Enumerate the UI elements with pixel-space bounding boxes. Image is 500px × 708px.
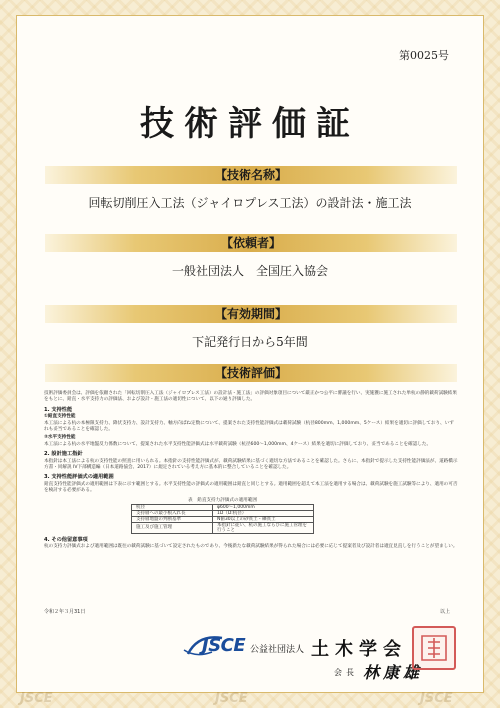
section-3-heading: 3. 支持性能評価式の適用範囲 [44, 474, 114, 481]
section-2-text: 本指針は本工法による杭の支持性能の照査に用いられる。本指針の支持性能評価式が、載荷試験結果に基づく適切な方法であることを確認した。さらに、本指針で提示した支持性能評価法が、道路橋示方書・同解説 IV下部構造編（日本道路協会、2017）に規定されている考え方に基本的に整合していることを確認した。 [44, 458, 458, 471]
section-1-heading: 1. 支持性能 [44, 406, 73, 413]
certificate-number: 第0025号 [399, 49, 449, 62]
issuer-org-name: 土木学会 [311, 639, 407, 660]
issuer-role: 会長 [334, 668, 358, 677]
official-seal-icon [412, 626, 456, 670]
issuer-president: 林康雄 [363, 663, 424, 682]
section-4-text: 杭の支持力評価式および適用範囲は既往の載荷試験に基づいて設定されたものであり、今後新たな載荷試験結果が得られた場合には必要に応じて提案者及び設計者は適宜見直しを行うことが望ましい。 [44, 544, 458, 550]
end-mark: 以上 [439, 609, 450, 615]
section-1-sub-vertical: ①鉛直支持性能 [44, 414, 76, 420]
table-row: 支持層地盤の判断基準 N値30以上の砂質土・礫質土 [132, 516, 314, 522]
table-caption: 表 鉛直支持力評価式の適用範囲 [188, 497, 257, 503]
section-1-sub-horizontal: ②水平支持性能 [44, 435, 76, 441]
table-row: 支持層への最小根入れ長 1D（D:杭径） [132, 510, 314, 516]
section-heading-validity: 【有効期間】 [45, 305, 457, 323]
section-heading-tech-name: 【技術名称】 [45, 166, 457, 184]
client-value: 一般社団法人 全国圧入協会 [171, 264, 328, 278]
issuer-org-type: 公益社団法人 [250, 645, 305, 655]
application-range-table [131, 498, 314, 534]
section-1-text-horizontal: 本工法による杭の水平地盤反力係数について、提案された水平支持性能評価式は水平載荷試験（杭径600〜1,000mm、4ケース）結果を適切に評価しており、妥当であることを確認した。 [44, 441, 432, 447]
evaluation-body [44, 391, 458, 553]
table-row: 施工及び施工管理 本指針に従い、杭の施工ならびに施工管理を行うこと [132, 522, 314, 533]
issue-date: 令和２年３月31日 [44, 609, 86, 615]
section-4-heading: 4. その他留意事項 [44, 536, 88, 543]
section-1-text-vertical: 本工法による杭の本極限支持力、降伏支持力、設計支持力、軸方向ばね定数について、提案された支持性能評価式は載荷試験（杭径800mm、1,000mm、5ケース）結果を適切に評価しており、いずれも妥当であることを確認した。 [44, 420, 454, 433]
watermark-left: JSCE [20, 691, 53, 706]
section-heading-client: 【依頼者】 [45, 234, 457, 252]
jsce-logo-text: JSCE [202, 635, 246, 656]
validity-value: 下記発行日から5年間 [192, 335, 308, 349]
certificate-sheet [16, 15, 484, 693]
table-row: 杭径 φ600〜1,000mm [132, 504, 314, 510]
evaluation-intro: 技術評価委員会は、評価を依頼された「回転切削圧入工法（ジャイロプレス工法）の設計法・施工法」の評価対象項目について厳正かつ公平に審議を行い、実施獲に施工された単杭の静的載荷試験結果をもとに、鉛直・水平支持力の評価法、および設計・施工法の適切性について、以下の通り評価した。 [44, 391, 457, 403]
tech-name-value: 回転切削圧入工法（ジャイロプレス工法）の設計法・施工法 [88, 196, 412, 210]
watermark-right: JSCE [420, 691, 453, 706]
watermark-center: JSCE [215, 691, 248, 706]
certificate-title: 技術評価証 [140, 104, 360, 144]
section-2-heading: 2. 設計施工指針 [44, 451, 83, 458]
section-heading-evaluation: 【技術評価】 [45, 364, 457, 382]
section-3-text: 鉛直支持性能評価式の適用範囲は下表に示す範囲とする。水平支持性能の評価式の適用範囲は鉛直と同じとする。適用範囲を超えて本工法を適用する場合は、載荷試験を施工試験等により、適用の可否を検討する必要がある。 [44, 481, 458, 494]
